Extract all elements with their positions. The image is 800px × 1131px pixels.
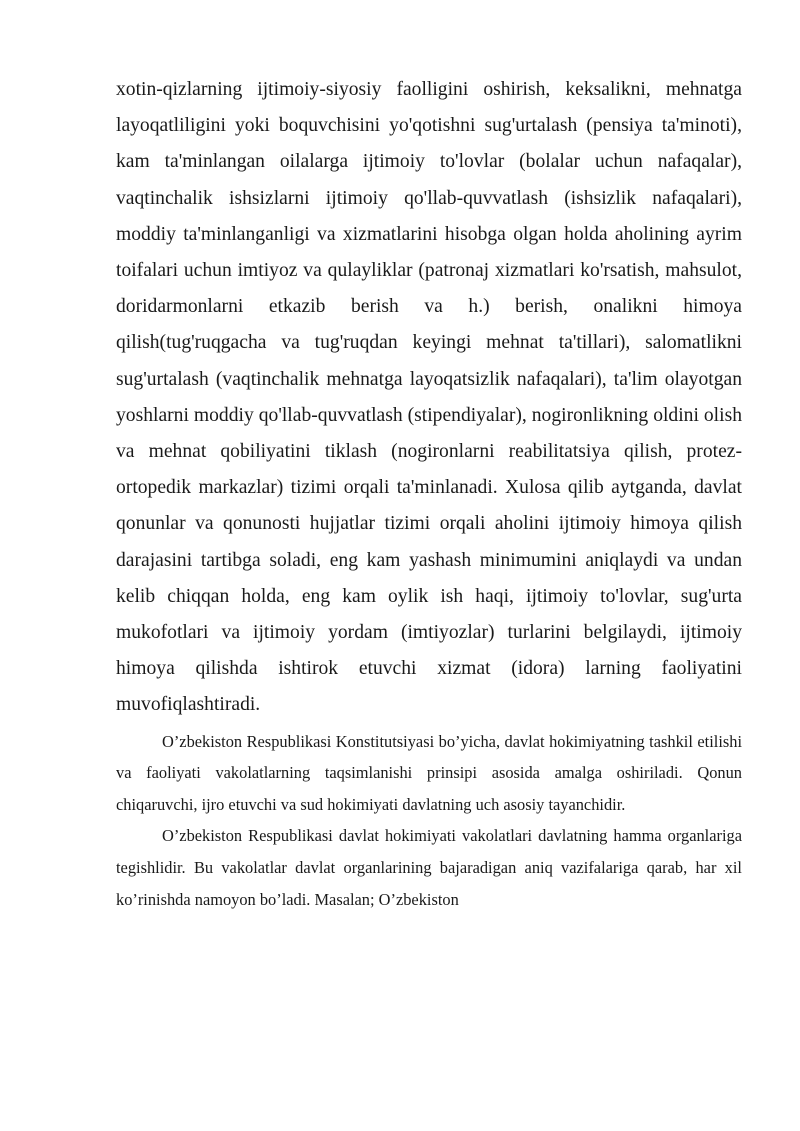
paragraph-social-protection: xotin-qizlarning ijtimoiy-siyosiy faolligini oshirish, keksalikni, mehnatga layoqatliligini yoki boquvchisini yo'qotishni sug'urtalash (pensiya ta'minoti), kam ta'minlangan oilalarga ijtimoiy to'lovlar (bolalar uchun nafaqalar), vaqtinchalik ishsizlarni ijtimoiy qo'llab-quvvatlash (ishsizlik nafaqalari), moddiy ta'minlanganligi va xizmatlarini hisobga olgan holda aholining ayrim toifalari uchun imtiyoz va qulayliklar (patronaj xizmatlari ko'rsatish, mahsulot, doridarmonlarni etkazib berish va h.) berish, onalikni himoya qilish(tug'ruqgacha va tug'ruqdan keyingi mehnat ta'tillari), salomatlikni sug'urtalash (vaqtinchalik mehnatga layoqatsizlik nafaqalari), ta'lim olayotgan yoshlarni moddiy qo'llab-quvvatlash (stipendiyalar), nogironlikning oldini olish va mehnat qobiliyatini tiklash (nogironlarni reabilitatsiya qilish, protez-ortopedik markazlar) tizimi orqali ta'minlanadi. Xulosa qilib aytganda, davlat qonunlar va qonunosti hujjatlar tizimi orqali aholini ijtimoiy himoya qilish darajasini tartibga soladi, eng kam yashash minimumini aniqlaydi va undan kelib chiqqan holda, eng kam oylik ish haqi, ijtimoiy to'lovlar, sug'urta mukofotlari va ijtimoiy yordam (imtiyozlar) turlarini belgilaydi, ijtimoiy himoya qilishda ishtirok etuvchi xizmat (idora) larning faoliyatini muvofiqlashtiradi. (116, 79, 742, 716)
paragraph-state-powers: O’zbekiston Respublikasi davlat hokimiyati vakolatlari davlatning hamma organlariga tegishlidir. Bu vakolatlar davlat organlarining bajaradigan aniq vazifalariga qarab, har xil ko’rinishda namoyon bo’ladi. Masalan; O’zbekiston (116, 826, 742, 909)
paragraph-constitution: O’zbekiston Respublikasi Konstitutsiyasi bo’yicha, davlat hokimiyatning tashkil etilishi va faoliyati vakolatlarning taqsimlanishi prinsipi asosida amalga oshiriladi. Qonun chiqaruvchi, ijro etuvchi va sud hokimiyati davlatning uch asosiy tayanchidir. (116, 731, 742, 814)
document-page (116, 72, 742, 915)
